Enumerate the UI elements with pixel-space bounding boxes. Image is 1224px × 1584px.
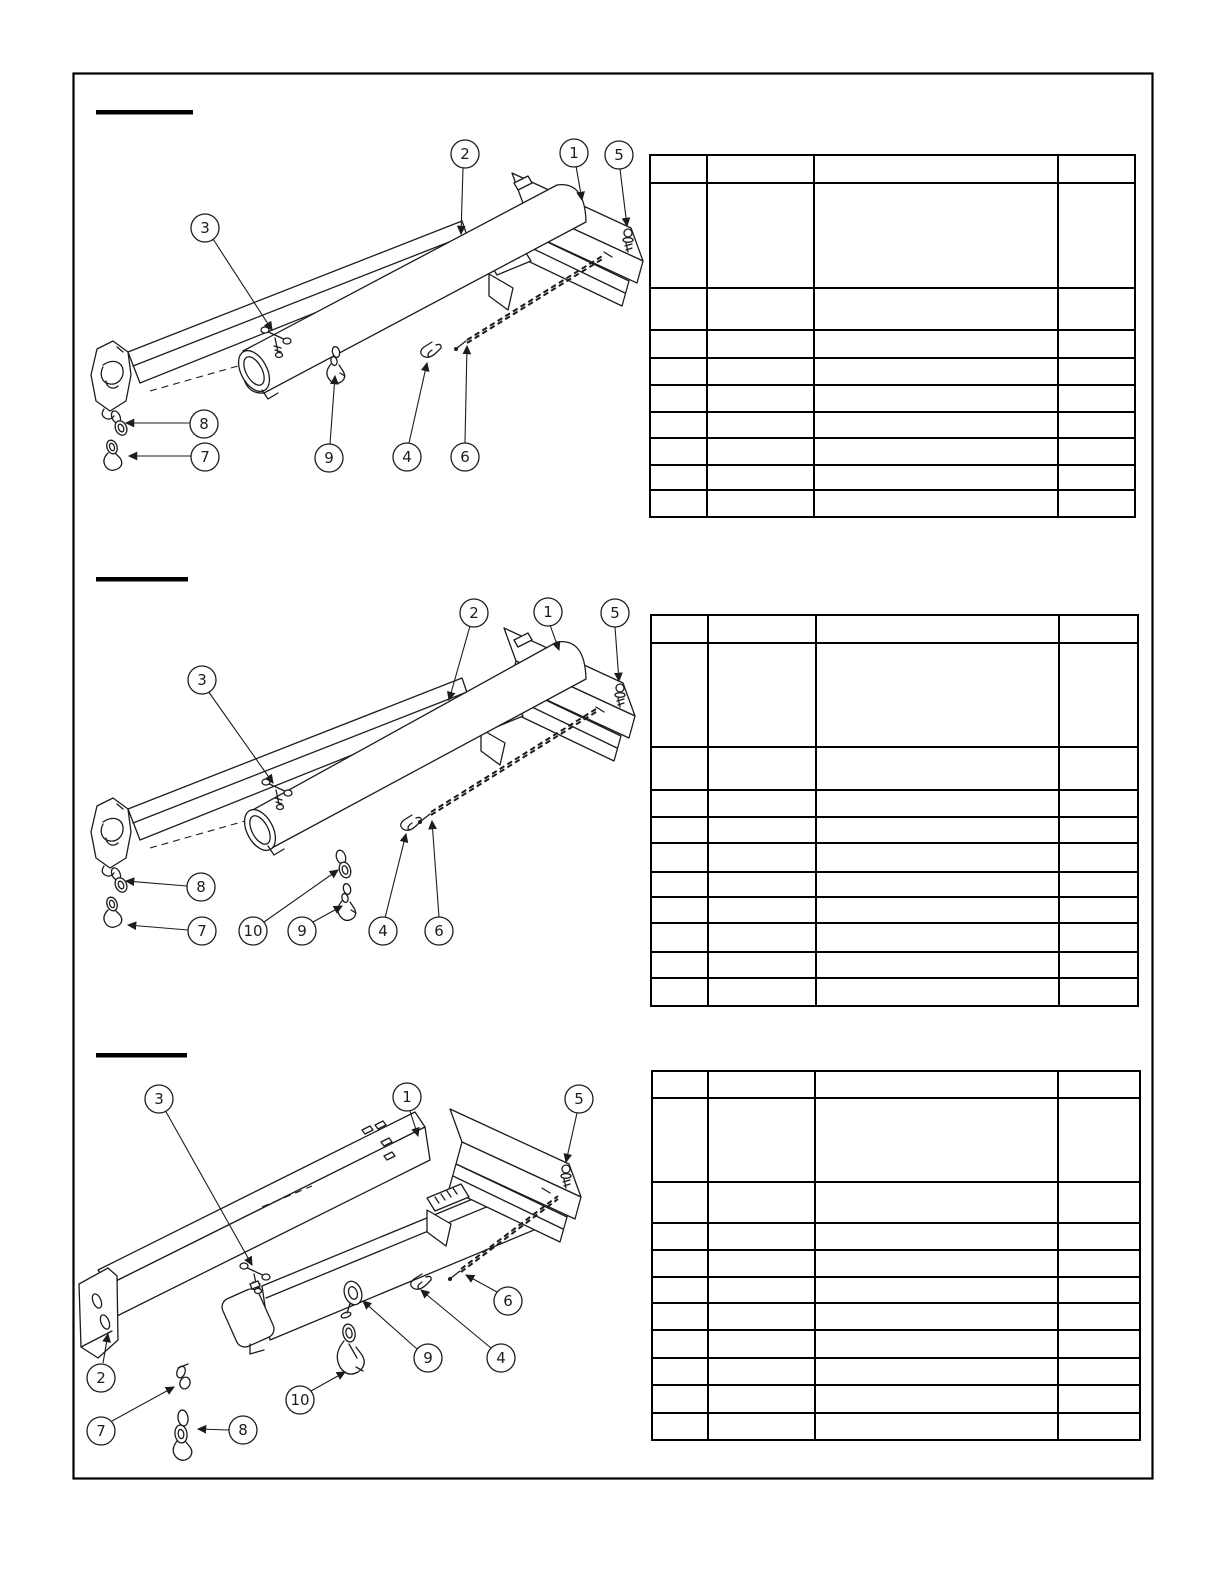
parts-table-3 — [652, 1071, 1140, 1440]
slip-hook-part10 — [337, 1323, 364, 1374]
leader-line — [385, 834, 406, 918]
balloon-3 — [188, 666, 216, 694]
leader-line — [465, 346, 467, 443]
balloon-1 — [534, 598, 562, 626]
leader-line — [330, 376, 335, 444]
leader-line — [466, 1275, 497, 1292]
exploded-view-figure-2 — [91, 598, 635, 945]
svg-text:10: 10 — [290, 1391, 310, 1409]
balloon-9 — [414, 1344, 442, 1372]
balloon-1 — [560, 139, 588, 167]
svg-text:8: 8 — [238, 1421, 248, 1439]
balloon-7 — [191, 443, 219, 471]
balloon-2 — [460, 599, 488, 627]
leader-line — [128, 925, 188, 930]
svg-text:6: 6 — [434, 922, 444, 940]
svg-text:9: 9 — [297, 922, 307, 940]
balloon-4 — [487, 1344, 515, 1372]
leader-line — [126, 881, 187, 886]
svg-text:9: 9 — [324, 449, 334, 467]
balloon-1 — [393, 1083, 421, 1111]
svg-text:3: 3 — [200, 219, 210, 237]
svg-text:4: 4 — [496, 1349, 506, 1367]
balloon-8 — [229, 1416, 257, 1444]
leader-line — [421, 1290, 491, 1348]
svg-text:8: 8 — [199, 415, 209, 433]
svg-text:6: 6 — [503, 1292, 513, 1310]
parts-table-1 — [650, 155, 1135, 517]
svg-text:5: 5 — [574, 1090, 584, 1108]
leader-line — [198, 1429, 229, 1430]
balloon-8 — [190, 410, 218, 438]
svg-text:9: 9 — [423, 1349, 433, 1367]
figure-1-title-redaction-bar — [96, 110, 193, 115]
balloon-9 — [315, 444, 343, 472]
figure-3-title-redaction-bar — [96, 1053, 187, 1058]
svg-text:1: 1 — [569, 144, 579, 162]
balloon-5 — [565, 1085, 593, 1113]
figure-2-title-redaction-bar — [96, 577, 188, 582]
svg-text:2: 2 — [469, 604, 479, 622]
leader-line — [620, 169, 627, 226]
leader-line — [566, 1113, 577, 1162]
balloon-10 — [286, 1386, 314, 1414]
svg-text:1: 1 — [543, 603, 553, 621]
exploded-view-figure-1 — [91, 139, 643, 472]
swivel-link-part10 — [335, 849, 353, 879]
balloon-10 — [239, 917, 267, 945]
exploded-view-figure-3 — [79, 1083, 593, 1460]
svg-text:5: 5 — [614, 146, 624, 164]
outer-round-tube — [232, 176, 586, 399]
svg-text:7: 7 — [200, 448, 210, 466]
leader-line — [363, 1301, 417, 1349]
end-plate-part2 — [79, 1268, 118, 1358]
svg-text:8: 8 — [196, 878, 206, 896]
leader-line — [409, 363, 427, 443]
balloon-4 — [393, 443, 421, 471]
leader-line — [311, 1372, 345, 1391]
leader-line — [313, 906, 342, 922]
balloon-3 — [191, 214, 219, 242]
balloon-5 — [601, 599, 629, 627]
parts-table-2 — [651, 615, 1138, 1006]
svg-text:4: 4 — [402, 448, 412, 466]
svg-text:1: 1 — [402, 1088, 412, 1106]
balloon-7 — [87, 1417, 115, 1445]
balloon-6 — [425, 917, 453, 945]
svg-text:10: 10 — [243, 922, 263, 940]
leader-line — [432, 821, 439, 917]
balloon-2 — [451, 140, 479, 168]
balloon-8 — [187, 873, 215, 901]
svg-text:7: 7 — [197, 922, 207, 940]
svg-text:3: 3 — [197, 671, 207, 689]
svg-text:4: 4 — [378, 922, 388, 940]
svg-text:5: 5 — [610, 604, 620, 622]
swivel-hook-part8 — [173, 1409, 192, 1460]
svg-text:2: 2 — [96, 1369, 106, 1387]
svg-text:2: 2 — [460, 145, 470, 163]
leader-line — [615, 627, 619, 681]
balloon-3 — [145, 1085, 173, 1113]
leader-line — [112, 1387, 174, 1421]
balloon-4 — [369, 917, 397, 945]
balloon-9 — [288, 917, 316, 945]
balloon-6 — [494, 1287, 522, 1315]
outer-round-tube — [238, 633, 586, 856]
svg-text:6: 6 — [460, 448, 470, 466]
balloon-2 — [87, 1364, 115, 1392]
balloon-6 — [451, 443, 479, 471]
swivel-clip-part7 — [175, 1364, 192, 1390]
svg-text:3: 3 — [154, 1090, 164, 1108]
balloon-7 — [188, 917, 216, 945]
svg-text:7: 7 — [96, 1422, 106, 1440]
balloon-5 — [605, 141, 633, 169]
